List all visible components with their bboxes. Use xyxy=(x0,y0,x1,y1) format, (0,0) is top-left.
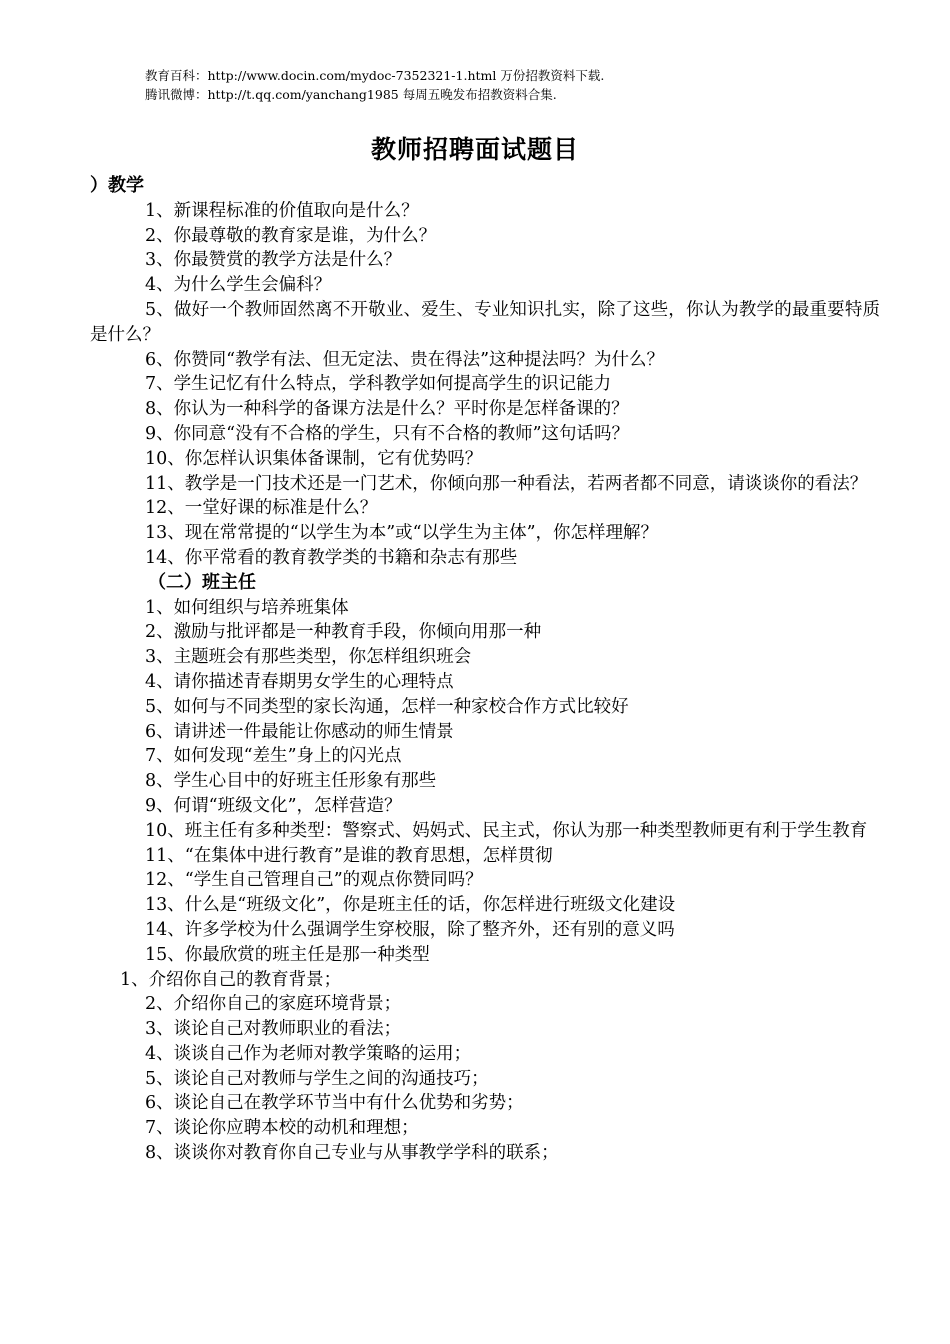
question-item: 1、介绍你自己的教育背景； xyxy=(120,969,342,990)
header-line-docin: 教育百科：http://www.docin.com/mydoc-7352321-1.html 万份招教资料下载. xyxy=(145,68,605,83)
question-item: 6、你赞同“教学有法、但无定法、贵在得法”这种提法吗？为什么？ xyxy=(145,349,665,370)
question-item: 8、谈谈你对教育你自己专业与从事教学学科的联系； xyxy=(145,1143,559,1164)
question-item: 4、为什么学生会偏科？ xyxy=(145,275,332,296)
question-item: 4、请你描述青春期男女学生的心理特点 xyxy=(145,671,454,692)
question-item: 3、谈论自己对教师职业的看法； xyxy=(145,1019,402,1040)
question-item: 2、你最尊敬的教育家是谁，为什么？ xyxy=(145,225,437,246)
page-header xyxy=(145,66,604,104)
question-item: 6、请讲述一件最能让你感动的师生情景 xyxy=(145,721,454,742)
question-item: 14、许多学校为什么强调学生穿校服，除了整齐外，还有别的意义吗 xyxy=(145,919,675,940)
question-item: 11、教学是一门技术还是一门艺术，你倾向那一种看法，若两者都不同意，请谈谈你的看法？ xyxy=(145,473,868,494)
question-item: 3、你最赞赏的教学方法是什么？ xyxy=(145,250,402,271)
question-item: 7、谈论你应聘本校的动机和理想； xyxy=(145,1118,419,1139)
question-item: 8、你认为一种科学的备课方法是什么？平时你是怎样备课的？ xyxy=(145,399,629,420)
question-item: 7、学生记忆有什么特点，学科教学如何提高学生的识记能力 xyxy=(145,374,612,395)
section-heading-head-teacher: （二）班主任 xyxy=(148,571,256,593)
question-item: 10、班主任有多种类型：警察式、妈妈式、民主式，你认为那一种类型教师更有利于学生教育 xyxy=(145,820,868,841)
question-item: 5、谈论自己对教师与学生之间的沟通技巧； xyxy=(145,1068,489,1089)
question-item: 12、一堂好课的标准是什么？ xyxy=(145,498,378,519)
question-item: 3、主题班会有那些类型，你怎样组织班会 xyxy=(145,647,472,668)
question-item: 14、你平常看的教育教学类的书籍和杂志有那些 xyxy=(145,547,518,568)
question-item: 5、如何与不同类型的家长沟通，怎样一种家校合作方式比较好 xyxy=(145,696,629,717)
question-item: 1、新课程标准的价值取向是什么？ xyxy=(145,200,419,221)
question-item: 2、介绍你自己的家庭环境背景； xyxy=(145,994,402,1015)
question-item: 7、如何发现“差生”身上的闪光点 xyxy=(145,746,402,767)
question-item: 6、谈论自己在教学环节当中有什么优势和劣势； xyxy=(145,1093,524,1114)
question-item: 15、你最欣赏的班主任是那一种类型 xyxy=(145,944,430,965)
question-item: 10、你怎样认识集体备课制，它有优势吗？ xyxy=(145,448,483,469)
question-item: 4、谈谈自己作为老师对教学策略的运用； xyxy=(145,1043,472,1064)
question-item: 13、什么是“班级文化”，你是班主任的话，你怎样进行班级文化建设 xyxy=(145,895,676,916)
question-item: 5、做好一个教师固然离不开敬业、爱生、专业知识扎实，除了这些，你认为教学的最重要特质是什么？ xyxy=(90,299,880,345)
header-line-weibo: 腾讯微博：http://t.qq.com/yanchang1985 每周五晚发布招教资料合集. xyxy=(145,87,557,102)
section-heading-teaching: ）教学 xyxy=(90,175,144,196)
question-item: 1、如何组织与培养班集体 xyxy=(145,597,349,618)
question-item: 13、现在常常提的“以学生为本”或“以学生为主体”，你怎样理解？ xyxy=(145,523,659,544)
question-item: 8、学生心目中的好班主任形象有那些 xyxy=(145,771,437,792)
question-item: 9、你同意“没有不合格的学生，只有不合格的教师”这句话吗？ xyxy=(145,423,630,444)
question-item: 12、“学生自己管理自己”的观点你赞同吗？ xyxy=(145,870,483,891)
document-body xyxy=(90,174,880,1166)
document-title: 教师招聘面试题目 xyxy=(370,135,579,164)
question-item: 11、“在集体中进行教育”是谁的教育思想，怎样贯彻 xyxy=(145,845,553,866)
question-item: 9、何谓“班级文化”，怎样营造？ xyxy=(145,795,402,816)
question-item: 2、激励与批评都是一种教育手段，你倾向用那一种 xyxy=(145,622,542,643)
